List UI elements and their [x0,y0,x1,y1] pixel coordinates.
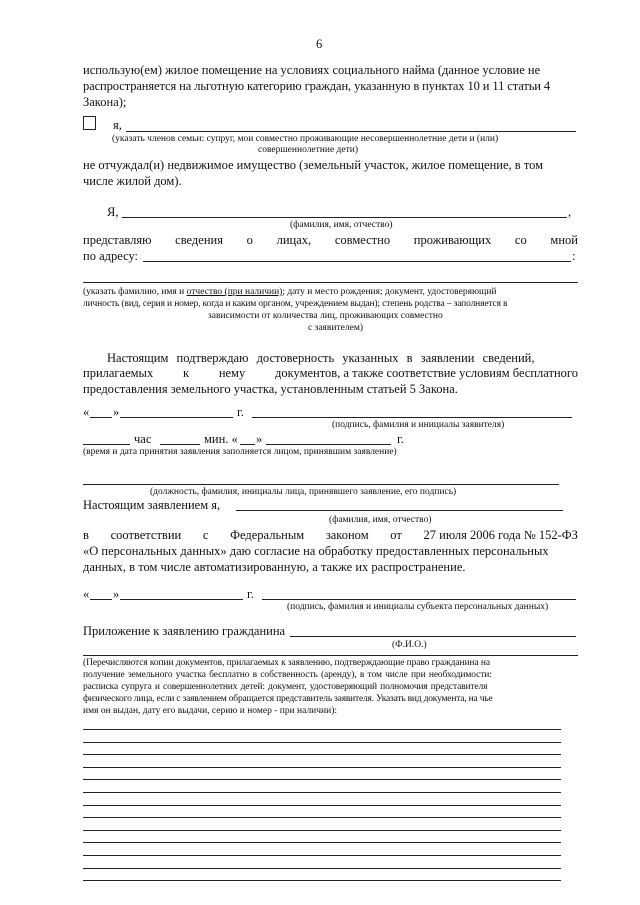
appendix-fio-line[interactable] [290,636,576,637]
sign2-hint: (подпись, фамилия и инициалы субъекта персональных данных) [287,602,549,612]
persons-comma: , [568,205,572,219]
appendix-blank-line[interactable] [83,880,561,881]
consent-line-2: в соответствии с Федеральным законом от 27 июля 2006 года № 152-ФЗ [83,528,578,542]
persons-address-line[interactable] [143,261,571,262]
confirm-line-2: прилагаемых к нему документов, а также соответствие условиям бесплатного [83,366,578,380]
time-year-label: г. [397,432,404,446]
persons-hint-4: с заявителем) [308,323,364,333]
paragraph-2-line-1: не отчуждал(и) недвижимое имущество (земельный участок, жилое помещение, в том [83,158,544,172]
sign2-quote-close: » [113,587,120,601]
confirm-line-3: предоставления земельного участка, установленным статьей 5 Закона. [83,382,458,396]
sign2-year-label: г. [247,587,254,601]
paragraph-1-line-3: Закона); [83,95,127,109]
appendix-blank-line[interactable] [83,754,561,755]
appendix-blank-line[interactable] [83,868,561,869]
sign2-signature-line[interactable] [262,599,576,600]
appendix-list-line-4: физического лица, если с заявлением обращается представитель заявителя. Указать вид документа, на чье [83,694,493,704]
appendix-list-line-1: (Перечисляются копии документов, прилагаемых к заявлению, подтверждающие право гражданина на [83,658,490,668]
appendix-list-line-2: получение земельного участка бесплатно в собственность (аренду), в том числе при необходимости: [83,670,492,680]
persons-hint-1: (указать фамилию, имя и отчество (при наличии); дату и место рождения; документ, удостоверяющий [83,287,497,297]
appendix-blank-line[interactable] [83,842,561,843]
persons-fio-hint: (фамилия, имя, отчество) [290,220,393,230]
appendix-blank-line[interactable] [83,779,561,780]
appendix-blank-line[interactable] [83,729,561,730]
appendix-blank-line[interactable] [83,767,561,768]
time-hour-line[interactable] [83,444,130,445]
appendix-blank-line[interactable] [83,855,561,856]
family-checkbox[interactable] [83,116,96,130]
appendix-blank-line[interactable] [83,792,561,793]
sign2-month-line[interactable] [120,599,243,600]
consent-line-4: данных, в том числе автоматизированную, а также их распространение. [83,560,466,574]
appendix-blank-line[interactable] [83,742,561,743]
time-month-line[interactable] [266,444,391,445]
sign1-signature-line[interactable] [252,417,572,418]
persons-ya-label: Я, [107,205,119,219]
time-hour-label: час [134,432,152,446]
appendix-title: Приложение к заявлению гражданина [83,624,286,638]
sign1-quote-close: » [113,405,120,419]
sign1-month-line[interactable] [120,417,233,418]
sign2-day-line[interactable] [90,599,112,600]
time-hint: (время и дата принятия заявления заполняется лицом, принявшим заявление) [83,447,397,457]
sign1-quote-open: « [83,405,90,419]
time-min-line[interactable] [160,444,200,445]
appendix-blank-line[interactable] [83,830,561,831]
sign2-quote-open: « [83,587,90,601]
consent-fio-line[interactable] [236,510,563,511]
persons-hint-3: зависимости от количества лиц, проживающих совместно [208,311,443,321]
official-line[interactable] [83,484,559,485]
family-hint-1: (указать членов семьи: супруг, мои совместно проживающие несовершеннолетние дети и (или) [112,134,499,144]
time-day-line[interactable] [240,444,255,445]
paragraph-2-line-2: числе жилой дом). [83,174,182,188]
appendix-blank-line[interactable] [83,817,561,818]
appendix-blank-line[interactable] [83,805,561,806]
family-ya-label: я, [113,118,122,132]
appendix-list-line-3: расписка супруга и совершеннолетних детей: документ, удостоверяющий полномочия представителя [83,682,488,692]
paragraph-1-line-2: распространяется на льготную категорию граждан, указанную в пунктах 10 и 11 статьи 4 [83,79,551,93]
persons-fio-line[interactable] [122,217,567,218]
persons-hint-2: личность (вид, серия и номер, когда и каким органом, учреждением выдан); степень родства – заполняется в [83,299,508,309]
consent-line-3: «О персональных данных» даю согласие на обработку предоставленных персональных [83,544,549,558]
page-number: 6 [316,37,323,51]
family-hint-2: совершеннолетние дети) [258,145,359,155]
consent-line-1: Настоящим заявлением я, [83,498,221,512]
consent-fio-hint: (фамилия, имя, отчество) [329,515,432,525]
paragraph-1-line-1: использую(ем) жилое помещение на условиях социального найма (данное условие не [83,63,541,77]
family-members-line[interactable] [126,131,576,132]
appendix-list-line-5: имя он выдан, дату его выдачи, серию и номер - при наличии): [83,706,338,716]
persons-line-1: представляю сведения о лицах, совместно проживающих со мной [83,233,578,247]
sign1-day-line[interactable] [90,417,112,418]
sign1-hint: (подпись, фамилия и инициалы заявителя) [332,420,505,430]
persons-address-label: по адресу: [83,249,139,263]
appendix-top-line[interactable] [83,655,578,656]
persons-colon: : [572,249,576,263]
official-hint: (должность, фамилия, инициалы лица, принявшего заявление, его подпись) [150,487,457,497]
confirm-line-1: Настоящим подтверждаю достоверность указанных в заявлении сведений, [107,351,535,365]
time-min-label: мин. « [204,432,238,446]
persons-details-line[interactable] [83,282,578,283]
sign1-year-label: г. [237,405,244,419]
time-quote-close: » [256,432,263,446]
appendix-fio-hint: (Ф.И.О.) [392,640,427,650]
